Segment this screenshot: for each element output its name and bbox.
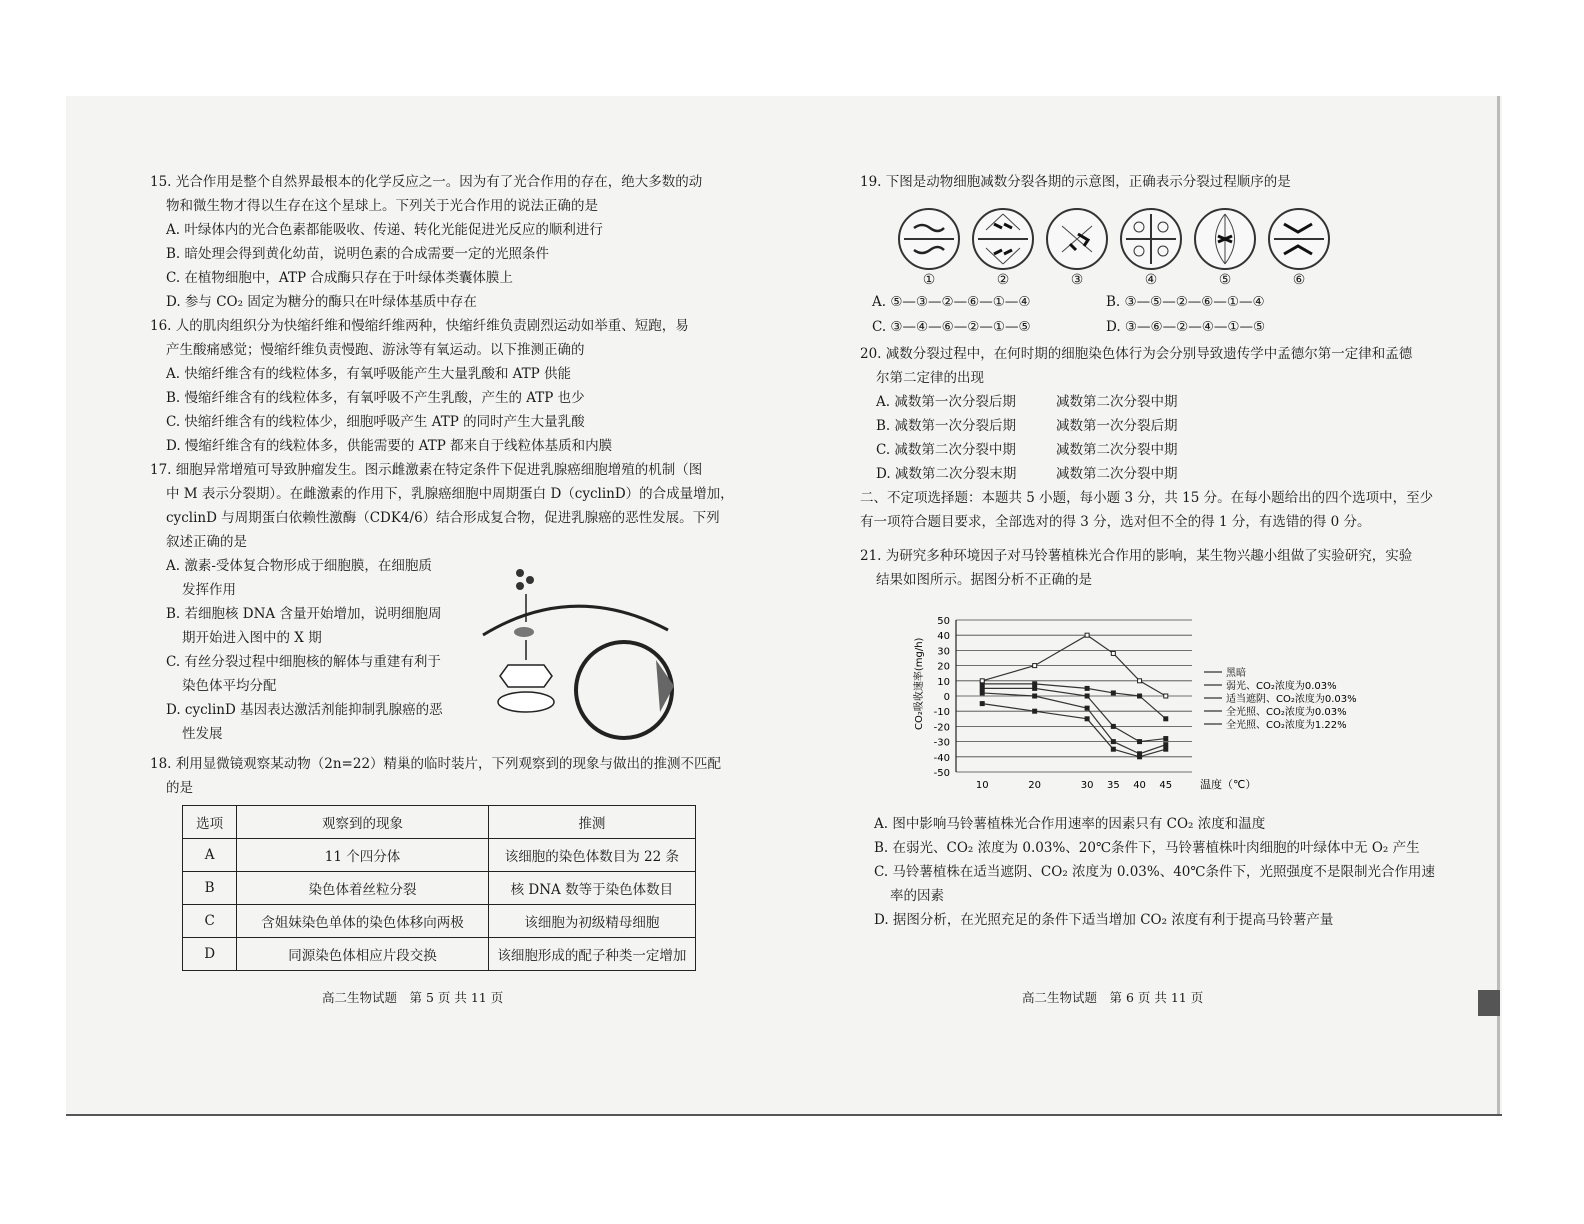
q16-line: D. 慢缩纤维含有的线粒体多，供能需要的 ATP 都来自于线粒体基质和内膜 xyxy=(166,438,613,454)
question-15 xyxy=(150,170,730,314)
table-header-cell: 选项 xyxy=(183,806,237,839)
q20-option xyxy=(860,414,1440,438)
x-tick-label: 40 xyxy=(1133,780,1146,791)
figure-17 xyxy=(478,560,693,750)
y-tick-label: 50 xyxy=(937,616,950,627)
data-point xyxy=(1164,737,1168,741)
x-tick-label: 30 xyxy=(1080,780,1094,791)
q20-option-first: B. 减数第一次分裂后期 xyxy=(876,418,1017,434)
question-16 xyxy=(150,314,730,458)
meiosis-cells xyxy=(898,208,1330,288)
q20-option-first: D. 减数第二次分裂末期 xyxy=(876,466,1017,482)
data-point xyxy=(1111,651,1115,655)
meiosis-cell-icon xyxy=(1194,208,1256,288)
sheet-edge xyxy=(1497,96,1500,1114)
complex-shape xyxy=(514,627,534,637)
data-point xyxy=(1085,633,1089,637)
legend-entry: 全光照、CO₂浓度为1.22% xyxy=(1226,720,1347,731)
q16-line: 产生酸痛感觉；慢缩纤维负责慢跑、游泳等有氧运动。以下推测正确的 xyxy=(166,342,585,358)
cell-number-label: ④ xyxy=(1144,272,1158,288)
q21opts-line: C. 马铃薯植株在适当遮阴、CO₂ 浓度为 0.03%、40℃条件下，光照强度不是限制光合作用速 xyxy=(874,864,1435,880)
table-header-cell: 观察到的现象 xyxy=(237,806,488,839)
q19-option-b: B. ③—⑤—②—⑥—①—④ xyxy=(1106,294,1265,310)
chart-21 xyxy=(904,610,1404,795)
cdk-ellipse xyxy=(498,692,554,712)
y-tick-label: 10 xyxy=(937,676,950,688)
data-point xyxy=(1164,743,1168,747)
data-point xyxy=(1111,747,1115,751)
x-tick-label: 35 xyxy=(1106,780,1120,791)
data-point xyxy=(1138,694,1142,698)
data-point xyxy=(1138,752,1142,756)
data-point xyxy=(1085,694,1089,698)
q15-line: B. 暗处理会得到黄化幼苗，说明色素的合成需要一定的光照条件 xyxy=(166,246,550,262)
q15-line: A. 叶绿体内的光合色素都能吸收、传递、转化光能促进光反应的顺利进行 xyxy=(166,222,603,238)
question-20 xyxy=(860,342,1440,390)
section-2-instructions xyxy=(860,486,1440,534)
y-tick-label: -20 xyxy=(933,722,950,734)
cell-number-label: ② xyxy=(996,272,1010,288)
q17opts-line: B. 若细胞核 DNA 含量开始增加，说明细胞周 xyxy=(166,606,442,622)
table-cell: 11 个四分体 xyxy=(237,839,488,872)
meiosis-cell-icon xyxy=(1120,208,1182,288)
legend-entry: 适当遮阴、CO₂浓度为0.03% xyxy=(1226,694,1357,705)
right-page xyxy=(860,170,1440,194)
data-point xyxy=(980,691,984,695)
table-cell: 含姐妹染色单体的染色体移向两极 xyxy=(237,905,488,938)
q21opts-line: B. 在弱光、CO₂ 浓度为 0.03%、20℃条件下，马铃薯植株叶肉细胞的叶绿体中无 O₂ 产生 xyxy=(874,840,1420,856)
table-cell: D xyxy=(183,938,237,971)
q21opts-line: 率的因素 xyxy=(890,888,944,904)
q17-line: 17. 细胞异常增殖可导致肿瘤发生。图示雌激素在特定条件下促进乳腺癌细胞增殖的机制（图 xyxy=(150,462,703,478)
meiosis-cell-icon xyxy=(1268,208,1330,288)
cell-number-label: ① xyxy=(922,272,936,288)
cyclin-hexagon xyxy=(500,665,552,687)
q15-line: D. 参与 CO₂ 固定为糖分的酶只在叶绿体基质中存在 xyxy=(166,294,477,310)
q20-option xyxy=(860,462,1440,486)
table-row xyxy=(183,839,696,872)
question-20-block xyxy=(860,342,1440,592)
q15-line: C. 在植物细胞中，ATP 合成酶只存在于叶绿体类囊体膜上 xyxy=(166,270,513,286)
question-20-options xyxy=(860,390,1440,486)
q17-line: cyclinD 与周期蛋白依赖性激酶（CDK4/6）结合形成复合物，促进乳腺癌的恶性发展。下列 xyxy=(166,510,720,526)
q17-line: 叙述正确的是 xyxy=(166,534,247,550)
y-tick-label: -10 xyxy=(933,707,950,719)
q21-line: 21. 为研究多种环境因子对马铃薯植株光合作用的影响，某生物兴趣小组做了实验研究，实验 xyxy=(860,548,1413,564)
table-row xyxy=(183,905,696,938)
table-cell: 该细胞形成的配子种类一定增加 xyxy=(488,938,695,971)
y-tick-label: 20 xyxy=(937,661,950,673)
y-tick-label: 40 xyxy=(937,631,950,643)
q16-line: B. 慢缩纤维含有的线粒体多，有氧呼吸不产生乳酸，产生的 ATP 也少 xyxy=(166,390,585,406)
q21opts-line: A. 图中影响马铃薯植株光合作用速率的因素只有 CO₂ 浓度和温度 xyxy=(874,816,1266,832)
page-tab-marker xyxy=(1478,990,1500,1016)
q17opts-line: 期开始进入图中的 X 期 xyxy=(182,630,322,646)
q20-option-first: C. 减数第二次分裂中期 xyxy=(876,442,1016,458)
q20-option xyxy=(860,390,1440,414)
y-tick-label: -40 xyxy=(933,752,950,764)
q21-options-list xyxy=(874,812,1454,932)
table-row xyxy=(183,872,696,905)
q18-line: 18. 利用显微镜观察某动物（2n=22）精巢的临时装片，下列观察到的现象与做出的推测不匹配 xyxy=(150,756,722,772)
q19-option-a: A. ⑤—③—②—⑥—①—④ xyxy=(872,294,1031,310)
table-cell: 核 DNA 数等于染色体数目 xyxy=(488,872,695,905)
q17opts-line: D. cyclinD 基因表达激活剂能抑制乳腺癌的恶 xyxy=(166,702,443,718)
y-tick-label: 0 xyxy=(943,692,950,703)
q15-line: 15. 光合作用是整个自然界最根本的化学反应之一。因为有了光合作用的存在，绝大多数的动 xyxy=(150,174,703,190)
q20-option-second: 减数第二次分裂中期 xyxy=(1056,466,1178,482)
cell-membrane xyxy=(483,606,668,635)
data-point xyxy=(1033,682,1037,686)
data-point xyxy=(1085,717,1089,721)
x-axis-label: 温度（℃） xyxy=(1200,778,1257,791)
q19-option-d: D. ③—⑥—②—④—①—⑤ xyxy=(1106,319,1266,335)
table-header-cell: 推测 xyxy=(488,806,695,839)
q17opts-line: 发挥作用 xyxy=(182,582,236,598)
data-point xyxy=(1111,724,1115,728)
cell-number-label: ⑥ xyxy=(1292,272,1306,288)
series-line-4 xyxy=(982,684,1166,719)
legend-entry: 全光照、CO₂浓度为0.03% xyxy=(1226,707,1347,718)
meiosis-cell-icon xyxy=(898,208,960,288)
question-17 xyxy=(150,458,734,554)
table-cell: 染色体着丝粒分裂 xyxy=(237,872,488,905)
table-row xyxy=(183,938,696,971)
data-point xyxy=(1164,717,1168,721)
data-point xyxy=(1111,691,1115,695)
series-line-2 xyxy=(982,693,1166,754)
data-point xyxy=(1111,740,1115,744)
legend-entry: 弱光、CO₂浓度为0.03% xyxy=(1226,681,1337,692)
q16-line: 16. 人的肌肉组织分为快缩纤维和慢缩纤维两种，快缩纤维负责剧烈运动如举重、短跑，易 xyxy=(150,318,689,334)
data-point xyxy=(1033,686,1037,690)
cell-cycle-ring xyxy=(576,642,672,738)
x-tick-label: 45 xyxy=(1159,780,1173,791)
table-cell: 该细胞的染色体数目为 22 条 xyxy=(488,839,695,872)
meiosis-cell-icon xyxy=(972,208,1034,288)
q21-line: 结果如图所示。据图分析不正确的是 xyxy=(876,572,1092,588)
q17opts-line: 性发展 xyxy=(182,726,223,742)
table-cell: C xyxy=(183,905,237,938)
q17opts-line: C. 有丝分裂过程中细胞核的解体与重建有利于 xyxy=(166,654,441,670)
x-tick-label: 20 xyxy=(1028,780,1042,791)
q16-line: C. 快缩纤维含有的线粒体少，细胞呼吸产生 ATP 的同时产生大量乳酸 xyxy=(166,414,585,430)
y-tick-label: -50 xyxy=(933,768,950,779)
cell-number-label: ⑤ xyxy=(1218,272,1232,288)
y-tick-label: -30 xyxy=(933,737,950,749)
data-point xyxy=(1085,686,1089,690)
sec2-line: 二、不定项选择题：本题共 5 小题，每小题 3 分，共 15 分。在每小题给出的四个选项中，至少 xyxy=(860,490,1434,506)
question-18-block xyxy=(150,752,740,800)
y-tick-label: 30 xyxy=(937,646,950,658)
q20-option-second: 减数第二次分裂中期 xyxy=(1056,394,1178,410)
q18-line: 的是 xyxy=(166,780,193,796)
data-point xyxy=(980,702,984,706)
table-cell: 该细胞为初级精母细胞 xyxy=(488,905,695,938)
hormone-dot xyxy=(516,582,524,590)
meiosis-cell-icon xyxy=(1046,208,1108,288)
y-axis-label: CO₂吸收速率(mg/h) xyxy=(914,637,925,730)
data-point xyxy=(1138,740,1142,744)
chart-legend xyxy=(1204,666,1357,731)
data-point xyxy=(1033,694,1037,698)
hormone-dot xyxy=(526,576,534,584)
table-cell: 同源染色体相应片段交换 xyxy=(237,938,488,971)
data-point xyxy=(980,679,984,683)
q17opts-line: A. 激素-受体复合物形成于细胞膜，在细胞质 xyxy=(166,558,432,574)
sec2-line: 有一项符合题目要求，全部选对的得 3 分，选对但不全的得 1 分，有选错的得 0 分。 xyxy=(860,514,1371,530)
data-point xyxy=(1033,664,1037,668)
cell-number-label: ③ xyxy=(1070,272,1084,288)
data-point xyxy=(1033,709,1037,713)
data-point xyxy=(1164,694,1168,698)
q19-option-c: C. ③—④—⑥—②—①—⑤ xyxy=(872,319,1031,335)
q20-line: 20. 减数分裂过程中，在何时期的细胞染色体行为会分别导致遗传学中孟德尔第一定律和孟德 xyxy=(860,346,1413,362)
hormone-dot xyxy=(516,569,524,577)
data-point xyxy=(1138,679,1142,683)
question-19: 19. 下图是动物细胞减数分裂各期的示意图，正确表示分裂过程顺序的是 xyxy=(860,174,1291,190)
q21opts-line: D. 据图分析，在光照充足的条件下适当增加 CO₂ 浓度有利于提高马铃薯产量 xyxy=(874,912,1334,928)
data-point xyxy=(1085,706,1089,710)
x-tick-label: 10 xyxy=(975,780,989,791)
q20-option xyxy=(860,438,1440,462)
data-point xyxy=(1164,747,1168,751)
table-header-row xyxy=(183,806,696,839)
chart-grid xyxy=(934,616,1192,791)
q20-option-second: 减数第一次分裂后期 xyxy=(1056,418,1178,434)
legend-entry: 黑暗 xyxy=(1226,668,1246,679)
data-point xyxy=(980,686,984,690)
q20-line: 尔第二定律的出现 xyxy=(876,370,984,386)
q20-option-second: 减数第二次分裂中期 xyxy=(1056,442,1178,458)
question-18 xyxy=(150,752,740,800)
observation-table xyxy=(182,805,696,971)
page-footer-left: 高二生物试题 第 5 页 共 11 页 xyxy=(322,990,504,1005)
question-21 xyxy=(860,544,1440,592)
question-21-options xyxy=(874,812,1454,932)
q17-line: 中 M 表示分裂期）。在雌激素的作用下，乳腺癌细胞中周期蛋白 D（cyclinD）的合成量增加， xyxy=(166,486,734,502)
q15-line: 物和微生物才得以生存在这个星球上。下列关于光合作用的说法正确的是 xyxy=(166,198,598,214)
q17opts-line: 染色体平均分配 xyxy=(182,678,277,694)
q20-option-first: A. 减数第一次分裂后期 xyxy=(876,394,1016,410)
table-cell: B xyxy=(183,872,237,905)
page-footer-right: 高二生物试题 第 6 页 共 11 页 xyxy=(1022,990,1204,1005)
q16-line: A. 快缩纤维含有的线粒体多，有氧呼吸能产生大量乳酸和 ATP 供能 xyxy=(166,366,572,382)
table-cell: A xyxy=(183,839,237,872)
